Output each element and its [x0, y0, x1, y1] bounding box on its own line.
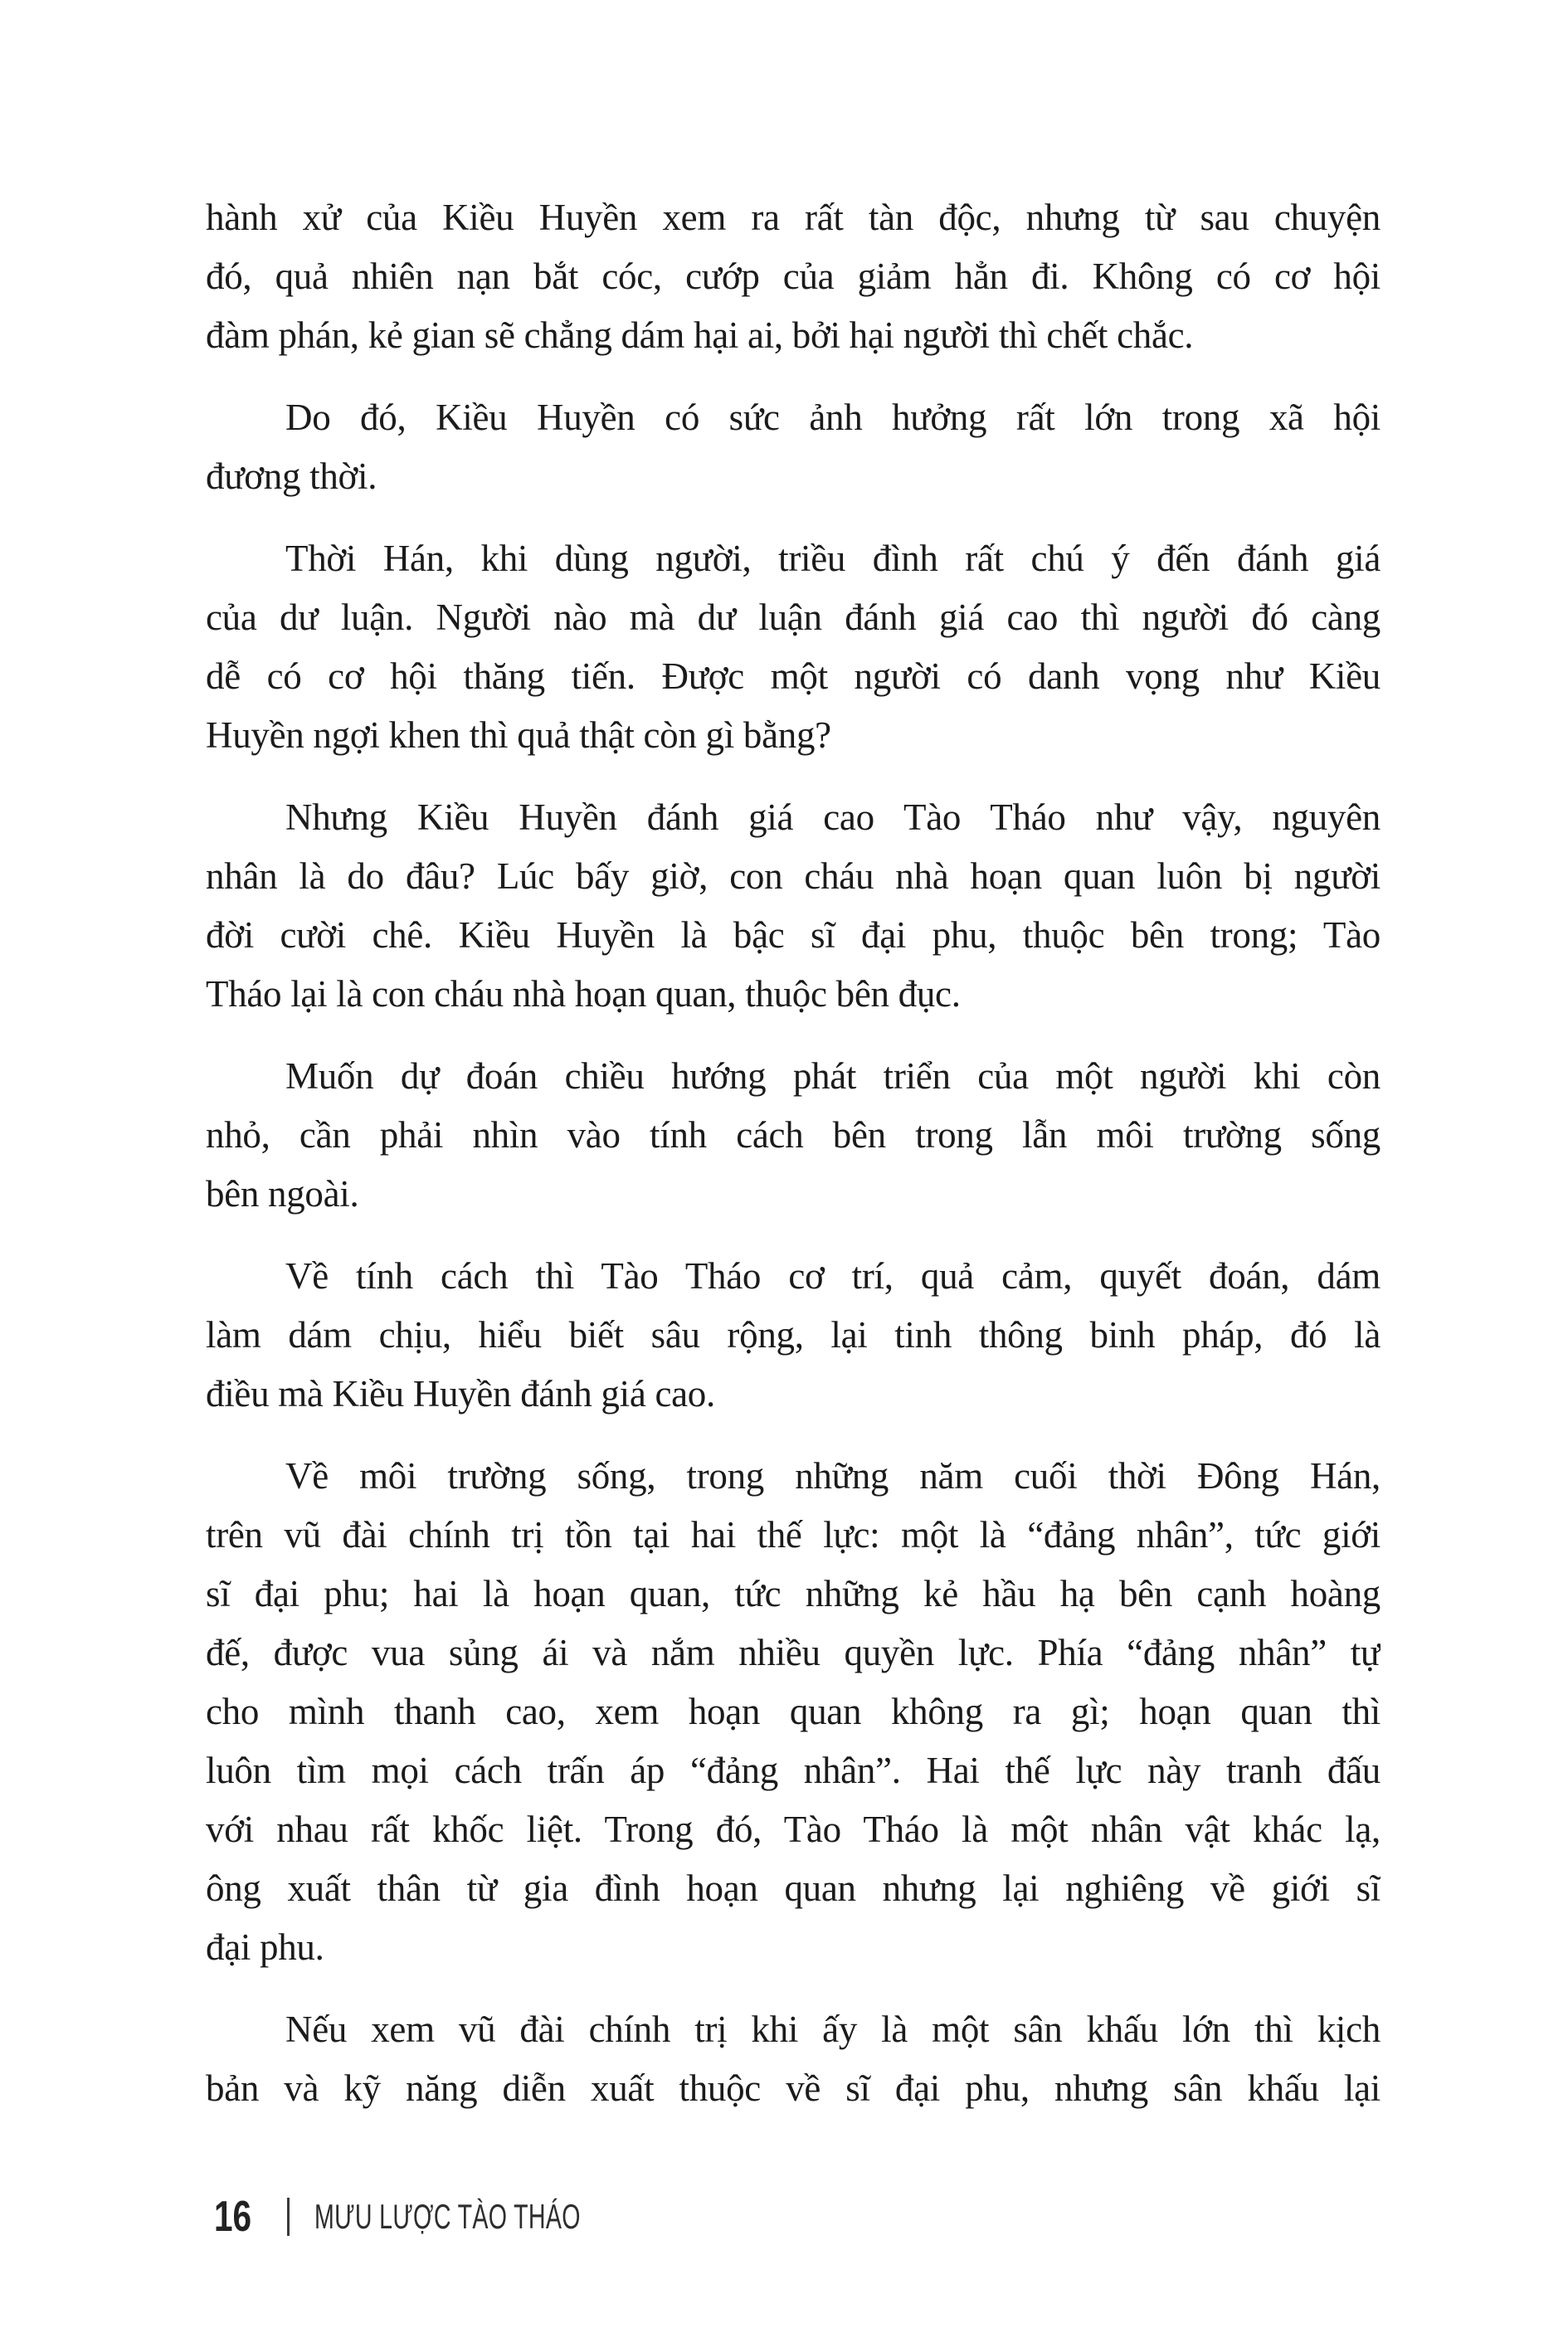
- text-line: trên vũ đài chính trị tồn tại hai thế lực: một là “đảng nhân”, tức giới: [206, 1514, 1381, 1556]
- text-line: của dư luận. Người nào mà dư luận đánh giá cao thì người đó càng: [206, 597, 1381, 638]
- text-line: Huyền ngợi khen thì quả thật còn gì bằng?: [206, 714, 831, 756]
- text-line: đế, được vua sủng ái và nắm nhiều quyền lực. Phía “đảng nhân” tự: [206, 1632, 1381, 1673]
- text-line: đó, quả nhiên nạn bắt cóc, cướp của giảm hẳn đi. Không có cơ hội: [206, 256, 1381, 297]
- text-line: sĩ đại phu; hai là hoạn quan, tức những kẻ hầu hạ bên cạnh hoàng: [206, 1573, 1381, 1614]
- text-line: Thời Hán, khi dùng người, triều đình rất chú ý đến đánh giá: [285, 538, 1381, 579]
- text-line: đại phu.: [206, 1926, 324, 1968]
- text-line: Về môi trường sống, trong những năm cuối thời Đông Hán,: [285, 1455, 1381, 1497]
- text-line: điều mà Kiều Huyền đánh giá cao.: [206, 1373, 715, 1415]
- paragraph: [206, 788, 1381, 1024]
- paragraph: [206, 1447, 1381, 1977]
- text-line: đương thời.: [206, 455, 377, 497]
- text-line: bên ngoài.: [206, 1173, 359, 1215]
- text-line: hành xử của Kiều Huyền xem ra rất tàn độc, nhưng từ sau chuyện: [206, 197, 1381, 238]
- text-line: nhỏ, cần phải nhìn vào tính cách bên trong lẫn môi trường sống: [206, 1114, 1381, 1156]
- text-line: Muốn dự đoán chiều hướng phát triển của một người khi còn: [285, 1055, 1381, 1097]
- text-line: Nếu xem vũ đài chính trị khi ấy là một sân khấu lớn thì kịch: [285, 2009, 1381, 2050]
- text-line: làm dám chịu, hiểu biết sâu rộng, lại tinh thông binh pháp, đó là: [206, 1314, 1381, 1356]
- text-line: nhân là do đâu? Lúc bấy giờ, con cháu nhà hoạn quan luôn bị người: [206, 855, 1381, 897]
- paragraph: [206, 388, 1381, 506]
- text-line: Do đó, Kiều Huyền có sức ảnh hưởng rất lớn trong xã hội: [285, 397, 1381, 438]
- text-line: Tháo lại là con cháu nhà hoạn quan, thuộc bên đục.: [206, 973, 961, 1015]
- text-line: luôn tìm mọi cách trấn áp “đảng nhân”. Hai thế lực này tranh đấu: [206, 1750, 1381, 1791]
- book-title: MƯU LƯỢC TÀO THÁO: [314, 2197, 581, 2236]
- text-line: dễ có cơ hội thăng tiến. Được một người có danh vọng như Kiều: [206, 655, 1381, 697]
- text-line: Nhưng Kiều Huyền đánh giá cao Tào Tháo như vậy, nguyên: [285, 796, 1381, 838]
- page-number: 16: [214, 2193, 252, 2241]
- paragraph: [206, 529, 1381, 765]
- paragraph: [206, 1047, 1381, 1224]
- footer-divider: [287, 2198, 290, 2236]
- paragraph: [206, 2000, 1381, 2118]
- text-line: đàm phán, kẻ gian sẽ chẳng dám hại ai, bởi hại người thì chết chắc.: [206, 314, 1194, 356]
- text-line: ông xuất thân từ gia đình hoạn quan nhưng lại nghiêng về giới sĩ: [206, 1867, 1381, 1909]
- page-footer: [214, 2194, 706, 2239]
- text-line: bản và kỹ năng diễn xuất thuộc về sĩ đại phu, nhưng sân khấu lại: [206, 2067, 1381, 2109]
- paragraph: [206, 1247, 1381, 1424]
- text-line: với nhau rất khốc liệt. Trong đó, Tào Tháo là một nhân vật khác lạ,: [206, 1809, 1381, 1850]
- paragraph: [206, 188, 1381, 365]
- text-line: đời cười chê. Kiều Huyền là bậc sĩ đại phu, thuộc bên trong; Tào: [206, 914, 1381, 956]
- text-line: cho mình thanh cao, xem hoạn quan không ra gì; hoạn quan thì: [206, 1691, 1381, 1732]
- body-text: [206, 188, 1381, 2118]
- text-line: Về tính cách thì Tào Tháo cơ trí, quả cảm, quyết đoán, dám: [285, 1255, 1381, 1297]
